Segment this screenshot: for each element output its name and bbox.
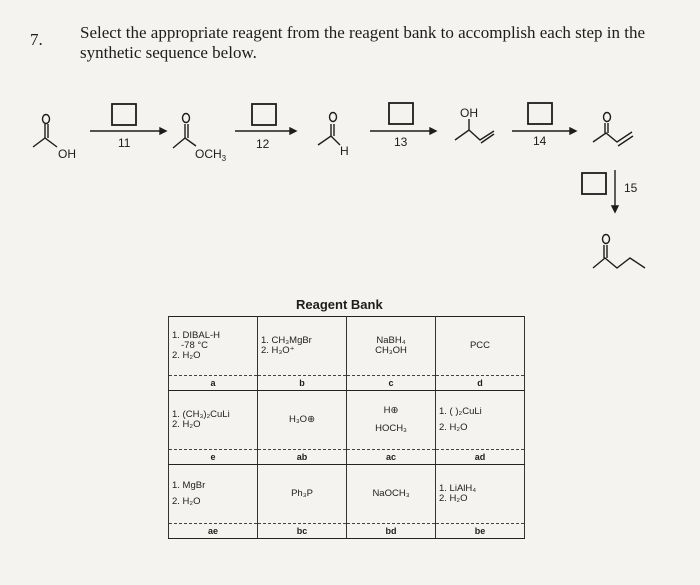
reagent-be: 1. LiAlH₄ 2. H₂O [436,465,525,524]
acid-oh-label: OH [58,147,76,161]
step-13-label: 13 [394,135,408,149]
step-12-answer-box[interactable] [252,104,276,125]
question-number: 7. [30,30,43,49]
step-11-label: 11 [118,136,131,150]
step-15-arrow [612,170,618,212]
code-bc: bc [258,524,347,539]
reagent-d: PCC [436,317,525,376]
reagent-e: 1. (CH₃)₂CuLi 2. H₂O [169,391,258,450]
step-13-arrow [370,128,436,134]
allylic-alcohol-structure [455,119,494,143]
reagent-ad: 1. ( )₂CuLi 2. H₂O [436,391,525,450]
code-c: c [347,376,436,391]
step-13-answer-box[interactable] [389,103,413,124]
reagent-c: NaBH₄ CH₃OH [347,317,436,376]
step-15-answer-box[interactable] [582,173,606,194]
reagent-bank-table [168,316,525,539]
aldehyde-structure [318,113,340,146]
code-b: b [258,376,347,391]
reagent-ab: H₃O⊕ [258,391,347,450]
step-12-label: 12 [256,137,270,151]
reagent-ae: 1. MgBr 2. H₂O [169,465,258,524]
reagent-bank-title: Reagent Bank [296,297,383,312]
code-be: be [436,524,525,539]
methyl-ester-structure [173,114,196,149]
reagent-ac: H⊕ HOCH₃ [347,391,436,450]
step-14-answer-box[interactable] [528,103,552,124]
ketone-structure [593,235,645,269]
question-prompt: Select the appropriate reagent from the reagent bank to accomplish each step in the synthetic sequence below. [80,23,646,62]
code-a: a [169,376,258,391]
reagent-b: 1. CH₃MgBr 2. H₃O⁺ [258,317,347,376]
code-ac: ac [347,450,436,465]
reagent-bc: Ph₃P [258,465,347,524]
step-12-arrow [235,128,296,134]
code-ad: ad [436,450,525,465]
enone-structure [593,113,633,147]
code-d: d [436,376,525,391]
code-ab: ab [258,450,347,465]
reagent-a: 1. DIBAL-H -78 °C 2. H₂O [169,317,258,376]
code-e: e [169,450,258,465]
carboxylic-acid-structure [33,115,57,148]
aldehyde-h-label: H [340,144,349,158]
step-14-label: 14 [533,134,547,148]
alcohol-oh-label: OH [460,106,478,120]
step-11-answer-box[interactable] [112,104,136,125]
reagent-bd: NaOCH₃ [347,465,436,524]
code-ae: ae [169,524,258,539]
step-15-label: 15 [624,181,638,195]
step-11-arrow [90,128,166,134]
code-bd: bd [347,524,436,539]
ester-och-label: $OCH_3$ [195,147,227,163]
